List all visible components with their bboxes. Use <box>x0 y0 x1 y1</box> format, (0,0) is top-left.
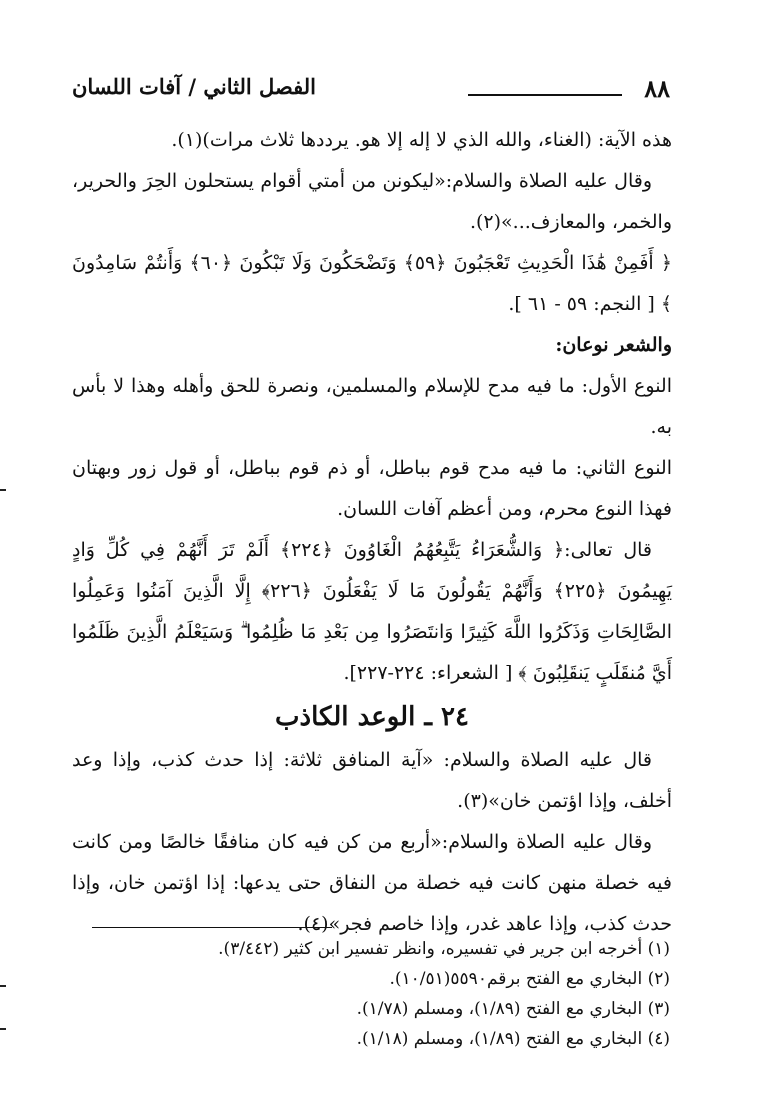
margin-mark <box>0 489 6 491</box>
paragraph: النوع الثاني: ما فيه مدح قوم بباطل، أو ذم قوم بباطل، أو قول زور وبهتان فهذا النوع محرم، ومن أعظم آفات اللسان. <box>72 457 672 520</box>
paragraph: وقال عليه الصلاة والسلام:«ليكونن من أمتي أقوام يستحلون الحِرَ والحرير، والخمر، والمعازف...»(٢). <box>72 170 672 233</box>
margin-mark <box>0 985 6 987</box>
running-header <box>72 72 670 112</box>
footnotes <box>72 934 670 1054</box>
quran-verse: قال تعالى:﴿ وَالشُّعَرَاءُ يَتَّبِعُهُمُ الْغَاوُونَ ﴿٢٢٤﴾ أَلَمْ تَرَ أَنَّهُمْ فِي كُلِّ وَادٍ يَهِيمُونَ ﴿٢٢٥﴾ وَأَنَّهُمْ يَقُولُونَ مَا لَا يَفْعَلُونَ ﴿٢٢٦﴾ إِلَّا الَّذِينَ آمَنُوا وَعَمِلُوا الصَّالِحَاتِ وَذَكَرُوا اللَّهَ كَثِيرًا وَانتَصَرُوا مِن بَعْدِ مَا ظُلِمُوا ۗ وَسَيَعْلَمُ الَّذِينَ ظَلَمُوا أَيَّ مُنقَلَبٍ يَنقَلِبُونَ ﴾ [ الشعراء: ٢٢٤-٢٢٧]. <box>72 539 672 684</box>
header-rule <box>468 94 622 96</box>
page-number: ٨٨ <box>644 74 670 103</box>
paragraph: النوع الأول: ما فيه مدح للإسلام والمسلمين، ونصرة للحق وأهله وهذا لا بأس به. <box>72 375 672 438</box>
paragraph: وقال عليه الصلاة والسلام:«أربع من كن فيه كان منافقًا خالصًا ومن كانت فيه خصلة منهن كانت فيه خصلة من النفاق حتى يدعها: إذا اؤتمن خان، وإذا حدث كذب، وإذا عاهد غدر، وإذا خاصم فجر»(٤). <box>72 831 672 935</box>
paragraph: قال عليه الصلاة والسلام: «آية المنافق ثلاثة: إذا حدث كذب، وإذا وعد أخلف، وإذا اؤتمن خان»(٣). <box>72 749 672 812</box>
page-body <box>72 120 672 945</box>
margin-mark <box>0 1028 6 1030</box>
section-title: ٢٤ ـ الوعد الكاذب <box>275 702 469 732</box>
chapter-title: الفصل الثاني / آفات اللسان <box>72 74 316 99</box>
footnote: (١) أخرجه ابن جرير في تفسيره، وانظر تفسير ابن كثير (٣/٤٤٢). <box>218 939 670 959</box>
footnote: (٢) البخاري مع الفتح برقم٥٥٩٠(١٠/٥١). <box>389 969 670 989</box>
footnote: (٤) البخاري مع الفتح (١/٨٩)، ومسلم (١/١٨). <box>356 1029 670 1049</box>
paragraph: هذه الآية: (الغناء، والله الذي لا إله إلا هو. يرددها ثلاث مرات)(١). <box>171 129 672 151</box>
footnote: (٣) البخاري مع الفتح (١/٨٩)، ومسلم (١/٧٨). <box>356 999 670 1019</box>
quran-verse: ﴿ أَفَمِنْ هَٰذَا الْحَدِيثِ تَعْجَبُونَ ﴿٥٩﴾ وَتَضْحَكُونَ وَلَا تَبْكُونَ ﴿٦٠﴾ وَأَنتُمْ سَامِدُونَ ﴾ [ النجم: ٥٩ - ٦١ ]. <box>72 252 673 315</box>
footnote-rule <box>92 927 332 928</box>
subheading: والشعر نوعان: <box>555 334 672 356</box>
